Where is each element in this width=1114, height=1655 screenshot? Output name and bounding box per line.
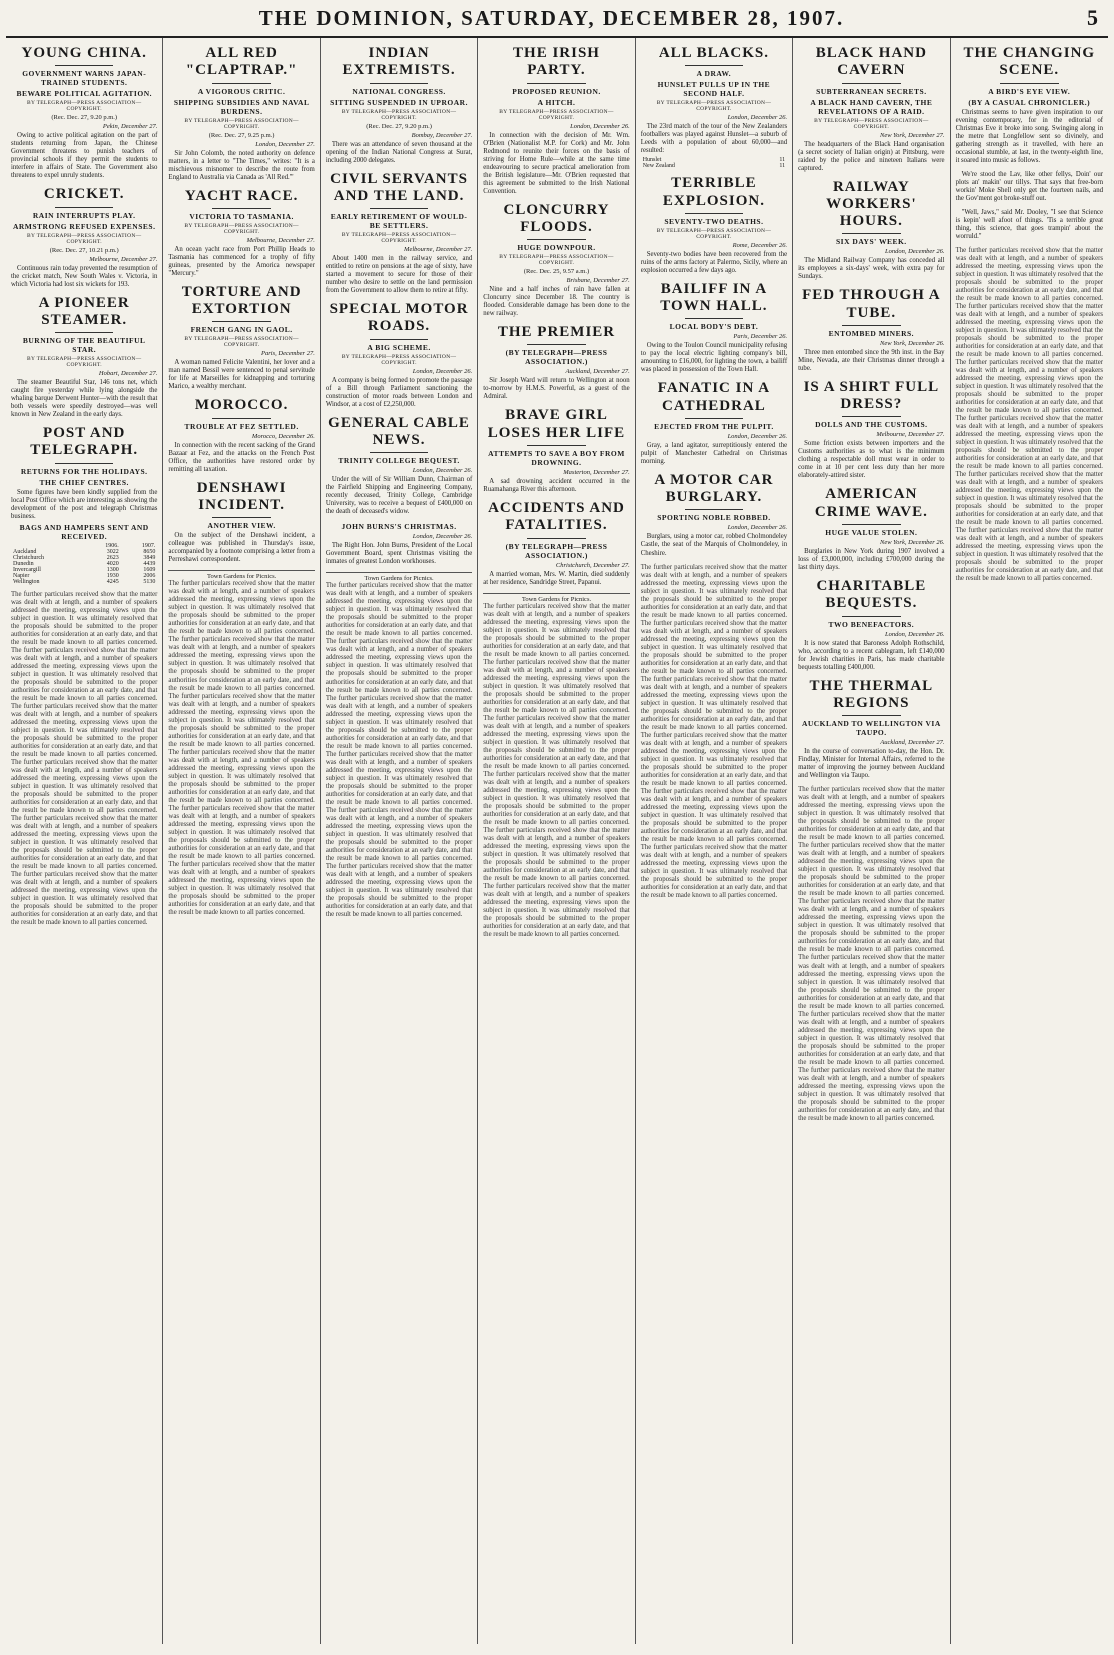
table-cell: 8650 (143, 548, 156, 555)
article-headline: CRICKET. (43, 186, 125, 203)
table-cell: 1609 (143, 566, 156, 573)
divider (527, 538, 586, 539)
divider (685, 213, 744, 214)
article-headline: FANATIC IN A CATHEDRAL (657, 380, 771, 414)
article-headline: ALL BLACKS. (658, 45, 770, 61)
article-headline: A PIONEER STEAMER. (38, 294, 130, 328)
article-place: London, December 26. (570, 122, 630, 130)
table-cell: 2006 (143, 572, 156, 579)
divider (842, 715, 901, 716)
article-headline: YOUNG CHINA. (21, 45, 147, 61)
article-subhead: SEVENTY-TWO DEATHS. (664, 216, 764, 226)
article (641, 472, 787, 558)
article-body: A company is being formed to promote the passage of a Bill through Parliament sanctioning the construction of motor roads between London and Windsor, at a cost of £2,250,000. (325, 376, 473, 408)
divider (527, 83, 586, 84)
article-body: Owing to the Toulon Council municipality refusing to pay the local electric lighting company's bill, amounting to £16,000, for lighting the town, a bailiff was placed in possession of the Town Hall. (640, 342, 788, 374)
article-body: Christmas seems to have given inspiration to our evening contemporary, for in the editorial of Christmas Eve it broke into song. Swinging along in the metre that Longfellow sent so divinely, and gathering strength as it travelled, with here an occasional stumble, at last, in the twenty-eighth line, it soared into music as follows. (955, 108, 1103, 164)
article (641, 175, 787, 275)
table-row (11, 579, 157, 585)
table-cell: Hunslet (642, 157, 662, 164)
article-subhead: PROPOSED REUNION. (512, 86, 601, 96)
article-place: Pekin, December 27. (102, 123, 158, 131)
article-dateline: (Rec. Dec. 25, 9.57 a.m.) (523, 268, 590, 276)
article (798, 287, 944, 373)
column-7 (951, 38, 1108, 1644)
article-byline: BY TELEGRAPH—PRESS ASSOCIATION—COPYRIGHT. (341, 108, 457, 121)
column-filler-text: The further particulars received show that the matter was dealt with at length, and a number of speakers addressed the meeting, expressing views upon the subject in question. It was ultimately resolved that the proposals should be submitted to the proper authorities for consideration at an early date, and that the result be made known to all parties concerned. The further particulars received show that the matter was dealt with at length, and a number of speakers addressed the meeting, expressing views upon the subject in question. It was ultimately resolved that the proposals should be submitted to the proper authorities for consideration at an early date, and that the result be made known to all parties concerned. The further particulars received show that the matter was dealt with at length, and a number of speakers addressed the meeting, expressing views upon the subject in question. It was ultimately resolved that the proposals should be submitted to the proper authorities for consideration at an early date, and that the result be made known to all parties concerned. The further particulars received show that the matter was dealt with at length, and a number of speakers addressed the meeting, expressing views upon the subject in question. It was ultimately resolved that the proposals should be submitted to the proper authorities for consideration at an early date, and that the result be made known to all parties concerned. The further particulars received show that the matter was dealt with at length, and a number of speakers addressed the meeting, expressing views upon the subject in question. It was ultimately resolved that the proposals should be submitted to the proper authorities for consideration at an early date, and that the result be made known to all parties concerned. The further particulars received show that the matter was dealt with at length, and a number of speakers addressed the meeting, expressing views upon the subject in question. It was ultimately resolved that the proposals should be submitted to the proper authorities for consideration at an early date, and that the result be made known to all parties concerned. (798, 786, 945, 1122)
article-subhead: RETURNS FOR THE HOLIDAYS. (20, 466, 148, 476)
article (798, 45, 944, 173)
article (798, 179, 944, 282)
article-headline: ALL RED "CLAPTRAP." (185, 45, 298, 79)
article-byline: BY TELEGRAPH—PRESS ASSOCIATION—COPYRIGHT. (26, 232, 142, 245)
article (168, 284, 314, 392)
article-dateline: (Rec. Dec. 27, 9.25 p.m.) (208, 131, 275, 139)
article-subhead: JOHN BURNS'S CHRISTMAS. (341, 522, 457, 532)
article-body: Some friction exists between importers and the Customs authorities as to what is the minimum clothing a respectable doll must wear in order to come in at 10 per cent less duty than her more elaborately-attired sister. (798, 440, 945, 480)
masthead (6, 0, 1108, 38)
article-body: Burglars, using a motor car, robbed Cholmondeley Castle, the seat of the Marquis of Cholmondeley, in Cheshire. (640, 533, 788, 557)
article-byline: BY TELEGRAPH—PRESS ASSOCIATION—COPYRIGHT. (814, 117, 929, 130)
divider (842, 524, 901, 525)
article-body: In connection with the decision of Mr. Wm. O'Brien (Nationalist M.P. for Cork) and Mr. John Redmond to reunite their forces on the basis of striving for Home Rule—while at the same time endeavouring to secure practical amelioration from the British legislature—Mr. O'Brien requested that this agreement be submitted to the Irish National Convention. (483, 131, 630, 195)
article (483, 500, 629, 587)
divider (527, 239, 586, 240)
divider (685, 418, 744, 419)
divider (370, 83, 429, 84)
article-body: Gray, a land agitator, surreptitiously entered the pulpit of Manchester Cathedral on Christmas morning. (640, 441, 788, 465)
article-body: It is now stated that Baroness Adolph Rothschild, who, according to a recent cablegram, left £140,000 for Jewish charities in Paris, has made charitable bequests totalling £400,000. (798, 639, 945, 671)
article-byline: BY TELEGRAPH—PRESS ASSOCIATION—COPYRIGHT. (656, 227, 772, 240)
article-headline: THE THERMAL REGIONS (809, 677, 934, 711)
article-subhead: A BIG SCHEME. (367, 342, 431, 352)
article-place: Auckland, December 27. (880, 739, 945, 747)
article-subhead: GOVERNMENT WARNS JAPAN-TRAINED STUDENTS. (22, 69, 147, 88)
divider (842, 616, 901, 617)
article-headline: SPECIAL MOTOR ROADS. (329, 301, 469, 335)
article-subhead: VICTORIA TO TASMANIA. (189, 211, 294, 221)
article-body: In connection with the recent sacking of the Grand Bazaar at Fez, and the attacks on the French Post Office, the authorities have restored order by remitting all taxation. (168, 441, 315, 473)
article-dateline: (Rec. Dec. 27, 10.21 p.m.) (49, 246, 119, 254)
article-body: We're stood the Lav, like other fellys, Doin' our plots an' makin' our tillys. That says that free-born workin' Moke Shell only get the fourteen nails, and the Gov'ment got broke-stuff out. (955, 170, 1103, 202)
article-byline: BY TELEGRAPH—PRESS ASSOCIATION—COPYRIGHT. (184, 117, 299, 130)
divider (685, 65, 744, 66)
article-subhead: DOLLS AND THE CUSTOMS. (815, 420, 928, 430)
article-place: New York, December 26. (879, 538, 945, 546)
column-filler-text: The further particulars received show that the matter was dealt with at length, and a number of speakers addressed the meeting, expressing views upon the subject in question. It was ultimately resolved that the proposals should be submitted to the proper authorities for consideration at an early date, and that the result be made known to all parties concerned. The further particulars received show that the matter was dealt with at length, and a number of speakers addressed the meeting, expressing views upon the subject in question. It was ultimately resolved that the proposals should be submitted to the proper authorities for consideration at an early date, and that the result be made known to all parties concerned. The further particulars received show that the matter was dealt with at length, and a number of speakers addressed the meeting, expressing views upon the subject in question. It was ultimately resolved that the proposals should be submitted to the proper authorities for consideration at an early date, and that the result be made known to all parties concerned. The further particulars received show that the matter was dealt with at length, and a number of speakers addressed the meeting, expressing views upon the subject in question. It was ultimately resolved that the proposals should be submitted to the proper authorities for consideration at an early date, and that the result be made known to all parties concerned. The further particulars received show that the matter was dealt with at length, and a number of speakers addressed the meeting, expressing views upon the subject in question. It was ultimately resolved that the proposals should be submitted to the proper authorities for consideration at an early date, and that the result be made known to all parties concerned. The further particulars received show that the matter was dealt with at length, and a number of speakers addressed the meeting, expressing views upon the subject in question. It was ultimately resolved that the proposals should be submitted to the proper authorities for consideration at an early date, and that the result be made known to all parties concerned. (11, 590, 158, 927)
article (956, 171, 1103, 203)
article-subhead: (BY TELEGRAPH—PRESS ASSOCIATION.) (505, 541, 608, 560)
table-cell: 1300 (106, 566, 119, 573)
table-cell: New Zealand (642, 163, 675, 170)
article-subhead: A DRAW. (696, 69, 732, 79)
article-body: Sir Joseph Ward will return to Wellington at noon to-morrow by H.M.S. Powerful, as a guest of the Admiral. (483, 377, 630, 401)
article-place: New York, December 26. (879, 339, 945, 347)
article-headline: TERRIBLE EXPLOSION. (662, 175, 765, 209)
article (641, 281, 787, 375)
article-subhead: LOCAL BODY'S DEBT. (669, 322, 759, 332)
article-subhead: HUGE VALUE STOLEN. (825, 527, 918, 537)
article-subhead: TROUBLE AT FEZ SETTLED. (184, 421, 299, 431)
table-cell: 3849 (143, 554, 156, 561)
table-cell: Christchurch (13, 554, 44, 561)
table-cell: Napier (13, 572, 30, 579)
article-subhead: SIX DAYS' WEEK. (836, 237, 907, 247)
table-cell: Invercargill (13, 566, 41, 573)
returns-table (11, 543, 157, 585)
article (11, 425, 157, 585)
article-body: An ocean yacht race from Port Phillip Heads to Tasmania has commenced for a trophy of fifty guineas, presented by the Amorica newspaper "Mercury." (168, 245, 315, 277)
table-cell: Wellington (13, 578, 40, 585)
article-place: Paris, December 27. (261, 350, 315, 358)
divider (370, 339, 429, 340)
article-subhead: ATTEMPTS TO SAVE A BOY FROM DROWNING. (488, 448, 625, 467)
article-headline: THE PREMIER (497, 324, 616, 341)
table-cell: Auckland (13, 548, 37, 555)
table-cell: Dunedin (13, 560, 34, 567)
article-headline: A MOTOR CAR BURGLARY. (654, 471, 774, 506)
divider (370, 208, 429, 209)
article (326, 171, 472, 296)
article-body: The Midland Railway Company has conceded all its employees a six-days' week, with extra pay for Sundays. (798, 257, 945, 281)
divider (212, 418, 271, 419)
article-subhead: ENTOMBED MINERS. (828, 328, 915, 338)
article-subhead: TWO BENEFACTORS. (828, 619, 915, 629)
article-byline: BY TELEGRAPH—PRESS ASSOCIATION—COPYRIGHT. (26, 100, 142, 113)
article-place: Morocco, December 26. (251, 432, 315, 440)
divider (370, 452, 429, 453)
divider (1000, 83, 1059, 84)
article (798, 678, 944, 781)
article-subhead: SUBTERRANEAN SECRETS. (816, 86, 927, 96)
article-place: Melbourne, December 27. (89, 255, 158, 263)
column-3 (321, 38, 478, 1644)
columns (6, 38, 1108, 1644)
column-4 (478, 38, 635, 1644)
article-body: The steamer Beautiful Star, 146 tons net, which caught fire yesterday while lying alongside the whaling barque Derwent Hunter—with the result that both vessels were speedily destroyed—was well known in New Zealand in the early days. (11, 379, 158, 419)
divider (55, 207, 114, 208)
table-cell: 4245 (106, 578, 119, 585)
article (168, 480, 314, 565)
divider (55, 65, 114, 66)
divider (842, 325, 901, 326)
article (11, 45, 157, 180)
article-subhead: NATIONAL CONGRESS. (352, 86, 446, 96)
article-headline: CIVIL SERVANTS AND THE LAND. (330, 170, 468, 204)
article-headline: ACCIDENTS AND FATALITIES. (488, 500, 625, 534)
article-byline: BY TELEGRAPH—PRESS ASSOCIATION—COPYRIGHT. (499, 254, 614, 267)
column-5 (636, 38, 793, 1644)
article-headline: IS A SHIRT FULL DRESS? (803, 378, 940, 413)
column-filler-text: The further particulars received show that the matter was dealt with at length, and a number of speakers addressed the meeting, expressing views upon the subject in question. It was ultimately resolved that the proposals should be submitted to the proper authorities for consideration at an early date, and that the result be made known to all parties concerned. The further particulars received show that the matter was dealt with at length, and a number of speakers addressed the meeting, expressing views upon the subject in question. It was ultimately resolved that the proposals should be submitted to the proper authorities for consideration at an early date, and that the result be made known to all parties concerned. The further particulars received show that the matter was dealt with at length, and a number of speakers addressed the meeting, expressing views upon the subject in question. It was ultimately resolved that the proposals should be submitted to the proper authorities for consideration at an early date, and that the result be made known to all parties concerned. The further particulars received show that the matter was dealt with at length, and a number of speakers addressed the meeting, expressing views upon the subject in question. It was ultimately resolved that the proposals should be submitted to the proper authorities for consideration at an early date, and that the result be made known to all parties concerned. The further particulars received show that the matter was dealt with at length, and a number of speakers addressed the meeting, expressing views upon the subject in question. It was ultimately resolved that the proposals should be submitted to the proper authorities for consideration at an early date, and that the result be made known to all parties concerned. The further particulars received show that the matter was dealt with at length, and a number of speakers addressed the meeting, expressing views upon the subject in question. It was ultimately resolved that the proposals should be submitted to the proper authorities for consideration at an early date, and that the result be made known to all parties concerned. (955, 246, 1103, 583)
article (798, 486, 944, 572)
article-body: Seventy-two bodies have been recovered from the ruins of the arms factory at Palermo, Sicily, where an explosion occurred a few days ago. (640, 250, 788, 274)
divider (55, 332, 114, 333)
table-cell: 2623 (106, 554, 119, 561)
article-place: London, December 26. (727, 432, 788, 440)
table-cell: 4020 (106, 560, 119, 567)
article-headline: GENERAL CABLE NEWS. (328, 414, 470, 448)
column-filler-text: The further particulars received show that the matter was dealt with at length, and a number of speakers addressed the meeting, expressing views upon the subject in question. It was ultimately resolved that the proposals should be submitted to the proper authorities for consideration at an early date, and that the result be made known to all parties concerned. The further particulars received show that the matter was dealt with at length, and a number of speakers addressed the meeting, expressing views upon the subject in question. It was ultimately resolved that the proposals should be submitted to the proper authorities for consideration at an early date, and that the result be made known to all parties concerned. The further particulars received show that the matter was dealt with at length, and a number of speakers addressed the meeting, expressing views upon the subject in question. It was ultimately resolved that the proposals should be submitted to the proper authorities for consideration at an early date, and that the result be made known to all parties concerned. The further particulars received show that the matter was dealt with at length, and a number of speakers addressed the meeting, expressing views upon the subject in question. It was ultimately resolved that the proposals should be submitted to the proper authorities for consideration at an early date, and that the result be made known to all parties concerned. The further particulars received show that the matter was dealt with at length, and a number of speakers addressed the meeting, expressing views upon the subject in question. It was ultimately resolved that the proposals should be submitted to the proper authorities for consideration at an early date, and that the result be made known to all parties concerned. The further particulars received show that the matter was dealt with at length, and a number of speakers addressed the meeting, expressing views upon the subject in question. It was ultimately resolved that the proposals should be submitted to the proper authorities for consideration at an early date, and that the result be made known to all parties concerned. (325, 582, 473, 918)
advert-line: Town Gardens for Picnics. (326, 572, 472, 582)
article-place: Masterton, December 27. (563, 468, 630, 476)
article-body: The headquarters of the Black Hand organisation (a secret society of Italian origin) at Pittsburg, were raided by the police and nineteen Italians were captured. (798, 140, 945, 172)
divider (685, 318, 744, 319)
article-subhead: RAIN INTERRUPTS PLAY. (32, 210, 136, 220)
article-dateline: (Rec. Dec. 27, 9.20 p.m.) (51, 114, 118, 122)
article-body: There was an attendance of seven thousand at the opening of the Indian National Congress at Surat, including 2000 delegates. (325, 140, 473, 164)
article-place: Melbourne, December 27. (246, 236, 315, 244)
article-subhead: A VIGOROUS CRITIC. (197, 86, 286, 96)
article-byline: BY TELEGRAPH—PRESS ASSOCIATION—COPYRIGHT. (184, 336, 299, 349)
divider (212, 517, 271, 518)
article-subhead-2: SHIPPING SUBSIDIES AND NAVAL BURDENS. (173, 97, 310, 116)
article-place: Hobart, December 27. (98, 370, 158, 378)
divider (527, 445, 586, 446)
article-body: Sir John Colomb, the noted authority on defence matters, in a letter to "The Times," writes: "It is a mischievous misnomer to describe the route from England to Australia via Canada as 'All Red.'" (168, 149, 315, 181)
article-body: Under the will of Sir William Dunn, Chairman of the Fairfield Shipping and Engineering Company, recently deceased, Trinity College, Cambridge University, was to receive a bequest of £400,000 on the death of deceased's widow. (325, 476, 473, 516)
article-byline: BY TELEGRAPH—PRESS ASSOCIATION—COPYRIGHT. (341, 353, 457, 366)
article-subhead-2: HUNSLET PULLS UP IN THE SECOND HALF. (657, 80, 771, 99)
article-headline: BAILIFF IN A TOWN HALL. (660, 280, 768, 315)
article-body: In the course of conversation to-day, the Hon. Dr. Findlay, Minister for Internal Affairs, referred to the matter of improving the journey between Auckland and Wellington via Taupo. (798, 748, 945, 780)
article-subhead: SPORTING NOBLE ROBBED. (657, 513, 771, 523)
article-headline: DENSHAWI INCIDENT. (196, 479, 287, 513)
table-cell: 1930 (106, 572, 119, 579)
article-place: London, December 27. (255, 140, 315, 148)
article-body: A woman named Felicite Valentini, her lover and a man named Bessil were sentenced to penal servitude for life at Marseilles for kidnapping and torturing Marico, a wealthy merchant. (168, 359, 315, 391)
divider (55, 463, 114, 464)
article (483, 45, 629, 196)
masthead-title: THE DOMINION, SATURDAY, DECEMBER 28, 1907. (258, 5, 845, 30)
article (798, 379, 944, 481)
article (326, 415, 472, 517)
article-headline: BRAVE GIRL LOSES HER LIFE (487, 407, 626, 441)
article-place: London, December 26. (412, 533, 473, 541)
article-place: Melbourne, December 27. (876, 431, 945, 439)
article-body: Some figures have been kindly supplied from the local Post Office which are interesting as showing the development of the post and telegraph Christmas business. (11, 488, 158, 520)
article (11, 186, 157, 288)
article-headline: CHARITABLE BEQUESTS. (816, 578, 927, 612)
article-body: "Well, Jaws," said Mr. Dooley, "I see that Science is kepin' well afoot of things. 'Tis a terrible great thing, this science, that goes trampin' about the worruld." (955, 208, 1103, 240)
article (956, 45, 1103, 165)
article-subhead-2: (BY A CASUAL CHRONICLER.) (968, 97, 1091, 107)
article (168, 188, 314, 278)
article-byline: BY TELEGRAPH—PRESS ASSOCIATION—COPYRIGHT. (184, 222, 299, 235)
divider (212, 321, 271, 322)
article-byline: BY TELEGRAPH—PRESS ASSOCIATION—COPYRIGHT. (341, 232, 457, 245)
article-headline: INDIAN EXTREMISTS. (342, 45, 456, 79)
article-body: Burglaries in New York during 1907 involved a loss of £3,000,000, including £700,000 during the last thirty days. (798, 547, 945, 572)
article-place: New York, December 27. (879, 131, 945, 139)
article-body: Continuous rain today prevented the resumption of the cricket match, New South Wales v. Victoria, in which Victoria had lost six wickets for 193. (11, 264, 158, 288)
article-body: A sad drowning accident occurred in the Ruamahanga River this afternoon. (483, 477, 630, 493)
article-subhead: EARLY RETIREMENT OF WOULD-BE SETTLERS. (330, 212, 468, 231)
article (326, 301, 472, 409)
divider (842, 416, 901, 417)
article-subhead: TRINITY COLLEGE BEQUEST. (338, 456, 460, 466)
article-subhead-2: THE CHIEF CENTRES. (39, 477, 129, 487)
table-cell: 4439 (143, 560, 156, 567)
article-subhead: FRENCH GANG IN GAOL. (190, 325, 293, 335)
article (326, 522, 472, 566)
article-body: Three men entombed since the 9th inst. in the Bay Mine, Nevada, ate their Christmas dinner through a tube. (798, 348, 945, 372)
article-place: Rome, December 26. (732, 241, 788, 249)
article (168, 397, 314, 473)
article-body: About 1400 men in the railway service, and entitled to retire on pensions at the age of sixty, have started a movement to secure for those of their number who desire to settle on the land permission from the Government to allow them to retire at fifty. (325, 255, 473, 295)
column-filler-text: The further particulars received show that the matter was dealt with at length, and a number of speakers addressed the meeting, expressing views upon the subject in question. It was ultimately resolved that the proposals should be submitted to the proper authorities for consideration at an early date, and that the result be made known to all parties concerned. The further particulars received show that the matter was dealt with at length, and a number of speakers addressed the meeting, expressing views upon the subject in question. It was ultimately resolved that the proposals should be submitted to the proper authorities for consideration at an early date, and that the result be made known to all parties concerned. The further particulars received show that the matter was dealt with at length, and a number of speakers addressed the meeting, expressing views upon the subject in question. It was ultimately resolved that the proposals should be submitted to the proper authorities for consideration at an early date, and that the result be made known to all parties concerned. The further particulars received show that the matter was dealt with at length, and a number of speakers addressed the meeting, expressing views upon the subject in question. It was ultimately resolved that the proposals should be submitted to the proper authorities for consideration at an early date, and that the result be made known to all parties concerned. The further particulars received show that the matter was dealt with at length, and a number of speakers addressed the meeting, expressing views upon the subject in question. It was ultimately resolved that the proposals should be submitted to the proper authorities for consideration at an early date, and that the result be made known to all parties concerned. The further particulars received show that the matter was dealt with at length, and a number of speakers addressed the meeting, expressing views upon the subject in question. It was ultimately resolved that the proposals should be submitted to the proper authorities for consideration at an early date, and that the result be made known to all parties concerned. (168, 580, 315, 916)
article-place: Christchurch, December 27. (555, 561, 630, 569)
article-subhead-2: A HITCH. (537, 97, 576, 107)
returns-table (641, 157, 787, 169)
article-headline: RAILWAY WORKERS' HOURS. (826, 178, 917, 230)
article-byline: BY TELEGRAPH—PRESS ASSOCIATION—COPYRIGHT. (26, 356, 142, 369)
article (483, 324, 629, 401)
table-cell: 5130 (143, 578, 156, 585)
advert-line: Town Gardens for Picnics. (483, 593, 629, 603)
table-header-cell: 1906. (105, 542, 119, 549)
divider (842, 83, 901, 84)
divider (685, 509, 744, 510)
article-place: Melbourne, December 27. (404, 246, 473, 254)
article-place: London, December 26. (727, 524, 788, 532)
article-subhead: A BIRD'S EYE VIEW. (988, 86, 1071, 96)
article-place: London, December 26. (412, 467, 473, 475)
article (483, 407, 629, 494)
article (956, 209, 1103, 241)
article-body: The Right Hon. John Burns, President of the Local Government Board, spent Christmas visiting the inmates of greatest London workhouses. (325, 542, 473, 566)
article (641, 380, 787, 466)
article-subhead: BURNING OF THE BEAUTIFUL STAR. (22, 336, 146, 355)
article-subhead-2: BEWARE POLITICAL AGITATION. (16, 89, 152, 99)
article-body: A married woman, Mrs. W. Martin, died suddenly at her residence, Sandridge Street, Papanui. (483, 570, 630, 586)
article-headline: YACHT RACE. (184, 187, 299, 204)
article-headline: THE IRISH PARTY. (513, 45, 600, 79)
article (11, 295, 157, 420)
article (326, 45, 472, 165)
article-place: Brisbane, December 27. (566, 277, 630, 285)
advert-line: Town Gardens for Picnics. (168, 570, 314, 580)
article-subhead-2: A BLACK HAND CAVERN, THE REVELATIONS OF A RAID. (810, 97, 933, 116)
article-subhead: ANOTHER VIEW. (207, 521, 276, 531)
page-number: 5 (1086, 5, 1098, 30)
article-subhead: EJECTED FROM THE PULPIT. (654, 421, 774, 431)
article-body: Nine and a half inches of rain have fallen at Cloncurry since December 18. The country is flooded. Considerable damage has been done to the new railway. (483, 286, 630, 318)
divider (842, 233, 901, 234)
article-headline: BLACK HAND CAVERN (815, 45, 927, 79)
article-place: Paris, December 26. (733, 333, 788, 341)
column-2 (163, 38, 320, 1644)
article-place: London, December 26. (727, 114, 788, 122)
article-headline: FED THROUGH A TUBE. (802, 287, 941, 321)
article-body: On the subject of the Denshawi incident, a colleague was published in Thursday's issue, accompanied by a footnote comprising a letter from a Perreshawi correspondent. (168, 532, 315, 564)
column-filler-text: The further particulars received show that the matter was dealt with at length, and a number of speakers addressed the meeting, expressing views upon the subject in question. It was ultimately resolved that the proposals should be submitted to the proper authorities for consideration at an early date, and that the result be made known to all parties concerned. The further particulars received show that the matter was dealt with at length, and a number of speakers addressed the meeting, expressing views upon the subject in question. It was ultimately resolved that the proposals should be submitted to the proper authorities for consideration at an early date, and that the result be made known to all parties concerned. The further particulars received show that the matter was dealt with at length, and a number of speakers addressed the meeting, expressing views upon the subject in question. It was ultimately resolved that the proposals should be submitted to the proper authorities for consideration at an early date, and that the result be made known to all parties concerned. The further particulars received show that the matter was dealt with at length, and a number of speakers addressed the meeting, expressing views upon the subject in question. It was ultimately resolved that the proposals should be submitted to the proper authorities for consideration at an early date, and that the result be made known to all parties concerned. The further particulars received show that the matter was dealt with at length, and a number of speakers addressed the meeting, expressing views upon the subject in question. It was ultimately resolved that the proposals should be submitted to the proper authorities for consideration at an early date, and that the result be made known to all parties concerned. The further particulars received show that the matter was dealt with at length, and a number of speakers addressed the meeting, expressing views upon the subject in question. It was ultimately resolved that the proposals should be submitted to the proper authorities for consideration at an early date, and that the result be made known to all parties concerned. (483, 602, 630, 939)
article (483, 202, 629, 319)
article-headline: THE CHANGING SCENE. (963, 45, 1096, 79)
column-6 (793, 38, 950, 1644)
table-cell: 11 (779, 157, 786, 164)
article (168, 45, 314, 182)
table-header-cell: 1907. (141, 542, 156, 549)
divider (212, 208, 271, 209)
table-cell: 3022 (106, 548, 119, 555)
divider (212, 83, 271, 84)
article-body: The 23rd match of the tour of the New Zealanders footballers was played against Hunslet—a suburb of Leeds with a population of about 60,000—and resulted: (640, 123, 788, 155)
table-row (641, 163, 787, 169)
article-headline: CLONCURRY FLOODS. (503, 201, 610, 235)
article-subhead-2: SITTING SUSPENDED IN UPROAR. (330, 97, 468, 107)
article-body: Owing to active political agitation on the part of students returning from Japan, the Chinese Government threatens to punish teachers of provincial schools if they permit the students to interfere in affairs of State. The Government also threatens to expel unruly students. (11, 132, 158, 180)
article-dateline: (Rec. Dec. 27, 9.20 p.m.) (366, 122, 432, 130)
article-place: London, December 26. (884, 248, 945, 256)
article-place: London, December 26. (884, 630, 945, 638)
article-place: Auckland, December 27. (565, 368, 630, 376)
table-title: BAGS AND HAMPERS SENT AND RECEIVED. (19, 522, 149, 541)
article (798, 578, 944, 672)
table-cell: 11 (779, 163, 786, 170)
column-1 (6, 38, 163, 1644)
divider (527, 344, 586, 345)
column-filler-text: The further particulars received show that the matter was dealt with at length, and a number of speakers addressed the meeting, expressing views upon the subject in question. It was ultimately resolved that the proposals should be submitted to the proper authorities for consideration at an early date, and that the result be made known to all parties concerned. The further particulars received show that the matter was dealt with at length, and a number of speakers addressed the meeting, expressing views upon the subject in question. It was ultimately resolved that the proposals should be submitted to the proper authorities for consideration at an early date, and that the result be made known to all parties concerned. The further particulars received show that the matter was dealt with at length, and a number of speakers addressed the meeting, expressing views upon the subject in question. It was ultimately resolved that the proposals should be submitted to the proper authorities for consideration at an early date, and that the result be made known to all parties concerned. The further particulars received show that the matter was dealt with at length, and a number of speakers addressed the meeting, expressing views upon the subject in question. It was ultimately resolved that the proposals should be submitted to the proper authorities for consideration at an early date, and that the result be made known to all parties concerned. The further particulars received show that the matter was dealt with at length, and a number of speakers addressed the meeting, expressing views upon the subject in question. It was ultimately resolved that the proposals should be submitted to the proper authorities for consideration at an early date, and that the result be made known to all parties concerned. The further particulars received show that the matter was dealt with at length, and a number of speakers addressed the meeting, expressing views upon the subject in question. It was ultimately resolved that the proposals should be submitted to the proper authorities for consideration at an early date, and that the result be made known to all parties concerned. (640, 563, 788, 900)
article-headline: MOROCCO. (194, 397, 289, 414)
article-headline: AMERICAN CRIME WAVE. (814, 486, 928, 520)
article-subhead: AUCKLAND TO WELLINGTON VIA TAUPO. (801, 719, 941, 738)
article-byline: BY TELEGRAPH—PRESS ASSOCIATION—COPYRIGHT. (656, 100, 772, 113)
article-subhead: (BY TELEGRAPH—PRESS ASSOCIATION.) (505, 348, 608, 367)
article-subhead: HUGE DOWNPOUR. (517, 243, 596, 253)
article-place: London, December 26. (412, 367, 473, 375)
article-headline: TORTURE AND EXTORTION (181, 283, 302, 318)
article-subhead-2: ARMSTRONG REFUSED EXPENSES. (12, 221, 156, 231)
article-headline: POST AND TELEGRAPH. (30, 425, 139, 459)
article (641, 45, 787, 169)
article-place: Bombay, December 27. (411, 131, 473, 139)
article-byline: BY TELEGRAPH—PRESS ASSOCIATION—COPYRIGHT. (499, 108, 614, 121)
